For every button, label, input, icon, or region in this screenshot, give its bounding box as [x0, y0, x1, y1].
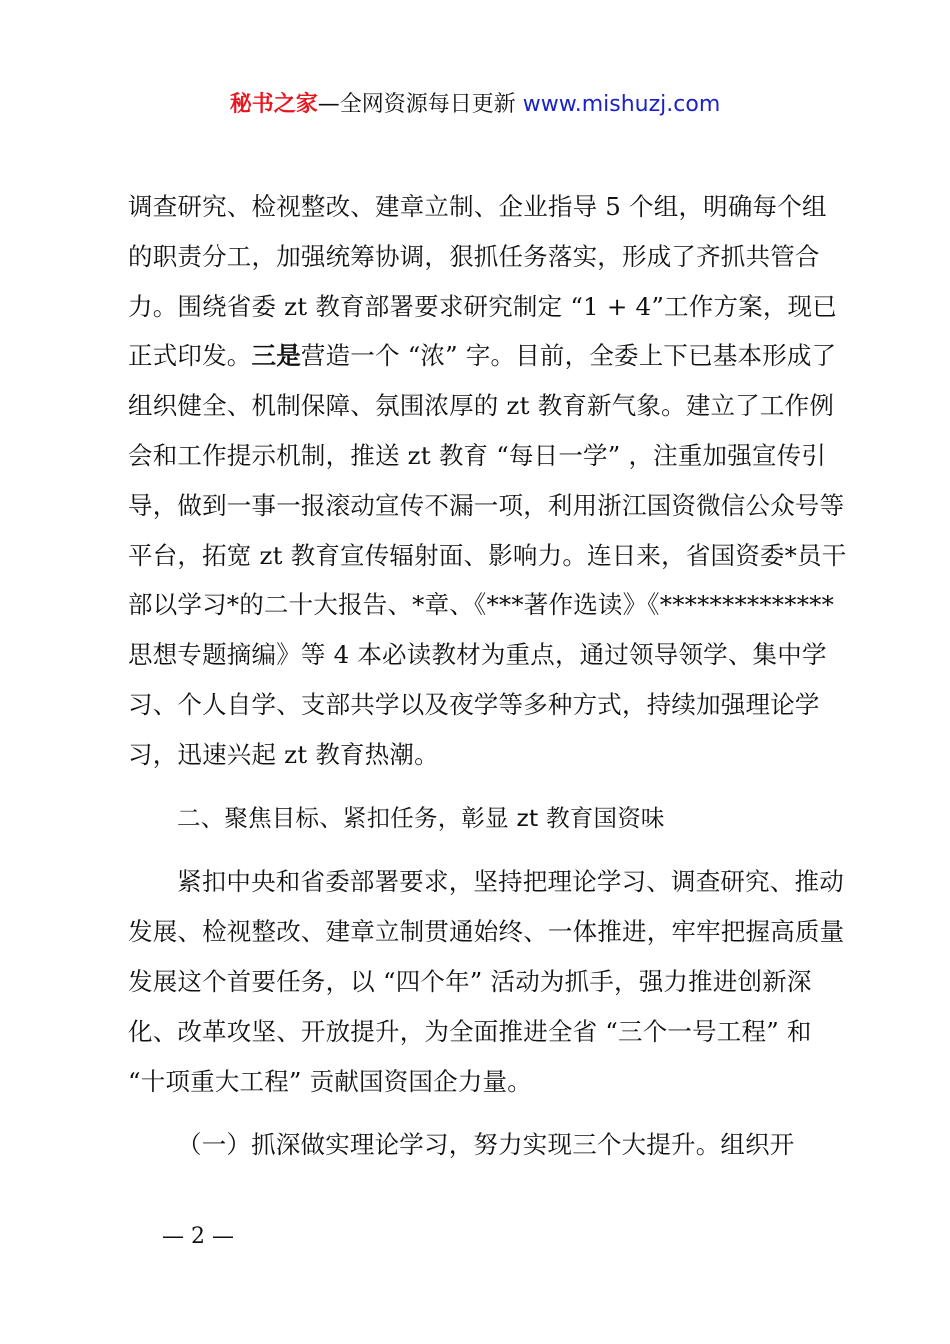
header-url-link[interactable]: www.mishuzj.com	[522, 92, 721, 117]
paragraph-gap	[128, 1106, 848, 1120]
document-header	[0, 88, 950, 122]
document-body	[128, 182, 848, 1170]
paragraph-continued	[128, 182, 848, 780]
section-heading: 二、聚焦目标、紧扣任务，彰显 zt 教育国资味	[177, 803, 665, 832]
page-number: — 2 —	[162, 1224, 234, 1249]
paragraph-text: 调查研究、检视整改、建章立制、企业指导 5 个组，明确每个组的职责分工，加强统筹协调，狠抓任务落实，形成了齐抓共管合力。围绕省委 zt 教育部署要求研究制定 “1 + 4”工作方案，现已正式印发。	[128, 192, 837, 371]
paragraph-text: 营造一个 “浓” 字。目前，全委上下已基本形成了组织健全、机制保障、氛围浓厚的 zt 教育新气象。建立了工作例会和工作提示机制，推送 zt 教育 “每日一学” ，注重加强宣传引导，做到一事一报滚动宣传不漏一项，利用浙江国资微信公众号等平台，拓宽 zt 教育宣传辐射面、影响力。连日来，省国资委*员干部以学习*的二十大报告、*章、《***著作选读》《**************思想专题摘编》等 4 本必读教材为重点，通过领导领学、集中学习、个人自学、支部共学以及夜学等多种方式，持续加强理论学习，迅速兴起 zt 教育热潮。	[128, 341, 847, 769]
header-tagline: —全网资源每日更新	[317, 92, 523, 117]
paragraph-subsection: （一）抓深做实理论学习，努力实现三个大提升。组织开	[177, 1130, 795, 1160]
header-brand: 秘书之家	[229, 92, 318, 117]
paragraph: 紧扣中央和省委部署要求，坚持把理论学习、调查研究、推动发展、检视整改、建章立制贯通始终、一体推进，牢牢把握高质量发展这个首要任务，以 “四个年” 活动为抓手，强力推进创新深化、改革攻坚、开放提升，为全面推进全省 “三个一号工程” 和 “十项重大工程” 贡献国资国企力量。	[128, 867, 845, 1096]
paragraph-bold-marker: 三是	[251, 341, 301, 371]
